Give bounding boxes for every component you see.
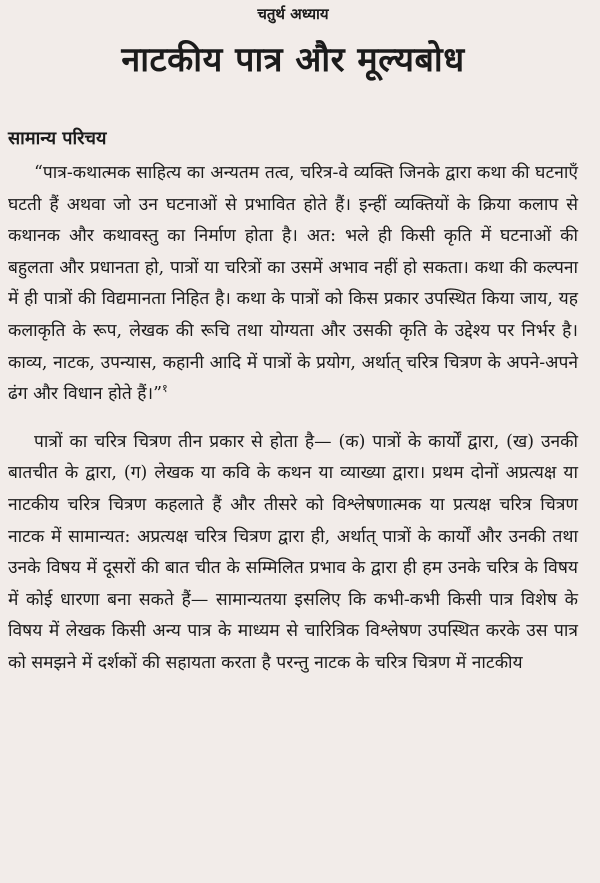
- body-paragraph: [8, 427, 578, 680]
- quote-paragraph: [8, 158, 578, 411]
- chapter-title: नाटकीय पात्र और मूल्यबोध: [121, 40, 465, 80]
- footnote-marker: १: [162, 382, 168, 396]
- section-heading: सामान्य परिचय: [8, 128, 107, 149]
- quote-paragraph-text: “पात्र-कथात्मक साहित्य का अन्यतम तत्व, चरित्र-वे व्यक्ति जिनके द्वारा कथा की घटनाएँ घटती हैं अथवा जो उन घटनाओं से प्रभावित होते हैं। इन्हीं व्यक्तियों के क्रिया कलाप से कथानक और कथावस्तु का निर्माण होता है। अत: भले ही किसी कृति में घटनाओं की बहुलता और प्रधानता हो, पात्रों या चरित्रों का उसमें अभाव नहीं हो सकता। कथा की कल्पना में ही पात्रों की विद्यमानता निहित है। कथा के पात्रों को किस प्रकार उपस्थित किया जाय, यह कलाकृति के रूप, लेखक की रूचि तथा योग्यता और उसकी कृति के उद्देश्य पर निर्भर है। काव्य, नाटक, उपन्यास, कहानी आदि में पात्रों के प्रयोग, अर्थात् चरित्र चित्रण के अपने-अपने ढंग और विधान होते हैं।”: [8, 163, 578, 405]
- body-paragraph-text: पात्रों का चरित्र चित्रण तीन प्रकार से होता है— (क) पात्रों के कार्यों द्वारा, (ख) उनकी बातचीत के द्वारा, (ग) लेखक या कवि के कथन या व्याख्या द्वारा। प्रथम दोनों अप्रत्यक्ष या नाटकीय चरित्र चित्रण कहलाते हैं और तीसरे को विश्लेषणात्मक या प्रत्यक्ष चरित्र चित्रण नाटक में सामान्यत: अप्रत्यक्ष चरित्र चित्रण द्वारा ही, अर्थात् पात्रों के कार्यों और उनकी तथा उनके विषय में दूसरों की बात चीत के सम्मिलित प्रभाव के द्वारा ही हम उनके चरित्र के विषय में कोई धारणा बना सकते हैं— सामान्यतया इसलिए कि कभी-कभी किसी पात्र विशेष के विषय में लेखक किसी अन्य पात्र के माध्यम से चारित्रिक विश्लेषण उपस्थित करके उस पात्र को समझने में दर्शकों की सहायता करता है परन्तु नाटक के चरित्र चित्रण में नाटकीय: [8, 431, 578, 673]
- chapter-label: चतुर्थ अध्याय: [257, 5, 329, 23]
